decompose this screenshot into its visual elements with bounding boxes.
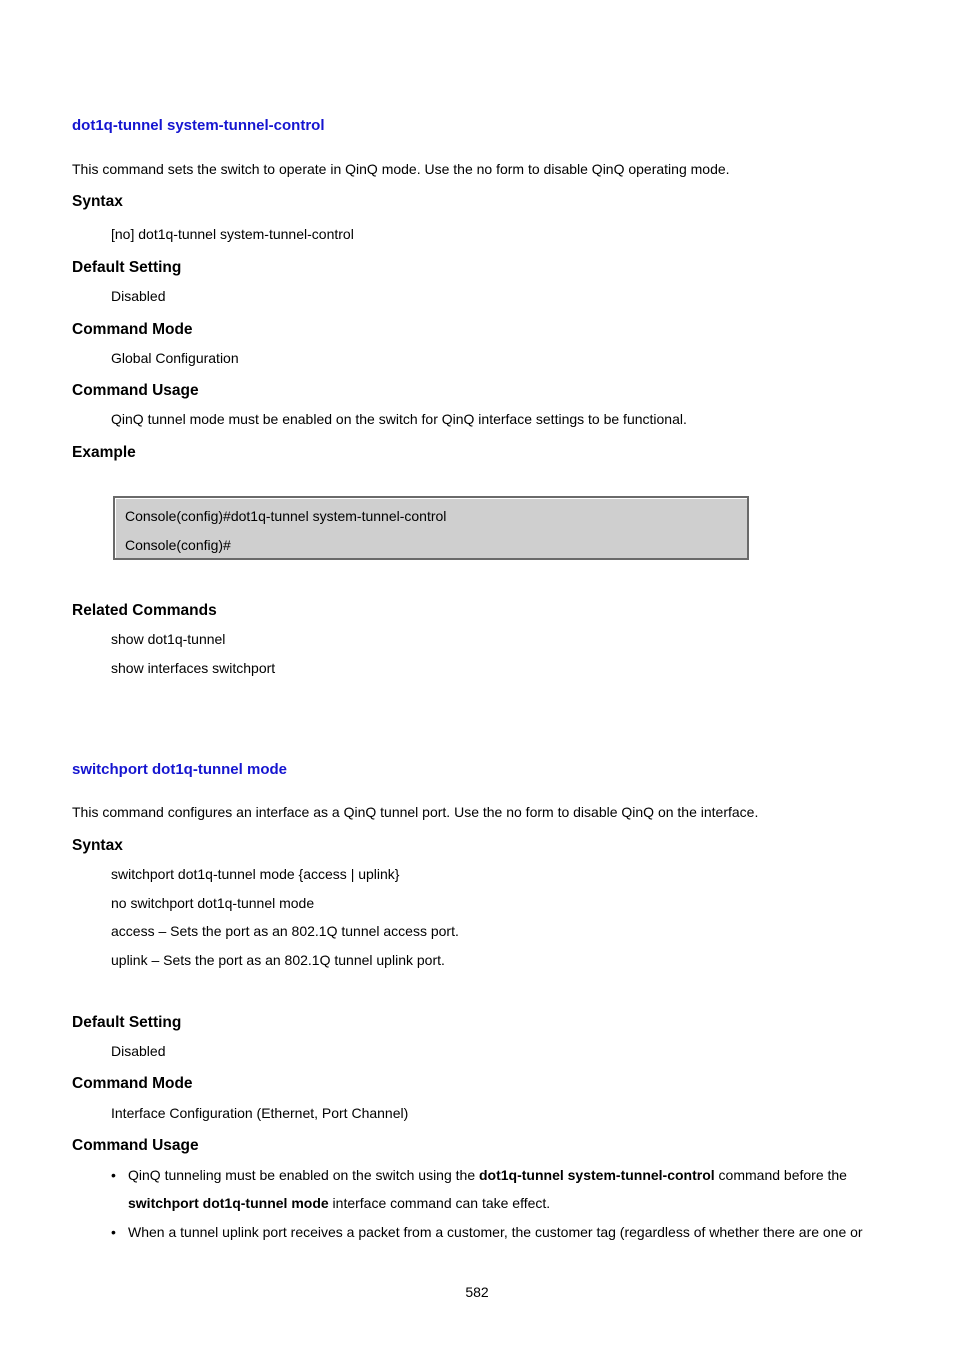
- usage-bullet-line: When a tunnel uplink port receives a packet from a customer, the customer tag (regardless of whether there are one or: [128, 1224, 863, 1240]
- related-command-item: show dot1q-tunnel: [111, 631, 226, 647]
- command-usage-heading: Command Usage: [72, 1137, 199, 1154]
- usage-text: command before the: [714, 1167, 847, 1183]
- command-mode-text: Global Configuration: [111, 350, 239, 366]
- usage-command-bold: dot1q-tunnel system-tunnel-control: [479, 1167, 715, 1183]
- section-description: This command sets the switch to operate in QinQ mode. Use the no form to disable QinQ operating mode.: [72, 161, 730, 177]
- usage-bullet-line: [128, 1195, 550, 1211]
- command-mode-text: Interface Configuration (Ethernet, Port Channel): [111, 1105, 409, 1121]
- section-title: dot1q-tunnel system-tunnel-control: [72, 117, 325, 134]
- console-line: Console(config)#: [125, 537, 231, 553]
- syntax-text: [no] dot1q-tunnel system-tunnel-control: [111, 226, 354, 242]
- syntax-heading: Syntax: [72, 837, 123, 854]
- command-mode-heading: Command Mode: [72, 321, 193, 338]
- default-setting-heading: Default Setting: [72, 259, 182, 276]
- console-line: Console(config)#dot1q-tunnel system-tunnel-control: [125, 508, 447, 524]
- section-description: This command configures an interface as a QinQ tunnel port. Use the no form to disable QinQ on the interface.: [72, 804, 759, 820]
- syntax-line: switchport dot1q-tunnel mode {access | uplink}: [111, 866, 400, 882]
- section-title: switchport dot1q-tunnel mode: [72, 761, 287, 778]
- bullet-dot: •: [111, 1167, 116, 1183]
- page-number: 582: [465, 1284, 489, 1300]
- usage-text: QinQ tunneling must be enabled on the switch using the: [128, 1167, 479, 1183]
- command-usage-heading: Command Usage: [72, 382, 199, 399]
- console-example-box: [113, 496, 749, 560]
- syntax-line: no switchport dot1q-tunnel mode: [111, 895, 315, 911]
- syntax-line: uplink – Sets the port as an 802.1Q tunnel uplink port.: [111, 952, 445, 968]
- default-setting-text: Disabled: [111, 1043, 166, 1059]
- usage-bullet-line: [128, 1167, 847, 1183]
- syntax-heading: Syntax: [72, 193, 123, 210]
- related-commands-heading: Related Commands: [72, 602, 217, 619]
- usage-command-bold: switchport dot1q-tunnel mode: [128, 1195, 329, 1211]
- usage-text: interface command can take effect.: [328, 1195, 551, 1211]
- default-setting-heading: Default Setting: [72, 1014, 182, 1031]
- related-command-item: show interfaces switchport: [111, 660, 276, 676]
- example-heading: Example: [72, 444, 136, 461]
- bullet-dot: •: [111, 1224, 116, 1240]
- command-usage-text: QinQ tunnel mode must be enabled on the switch for QinQ interface settings to be functional.: [111, 411, 687, 427]
- syntax-line: access – Sets the port as an 802.1Q tunnel access port.: [111, 923, 459, 939]
- command-mode-heading: Command Mode: [72, 1075, 193, 1092]
- default-setting-text: Disabled: [111, 288, 166, 304]
